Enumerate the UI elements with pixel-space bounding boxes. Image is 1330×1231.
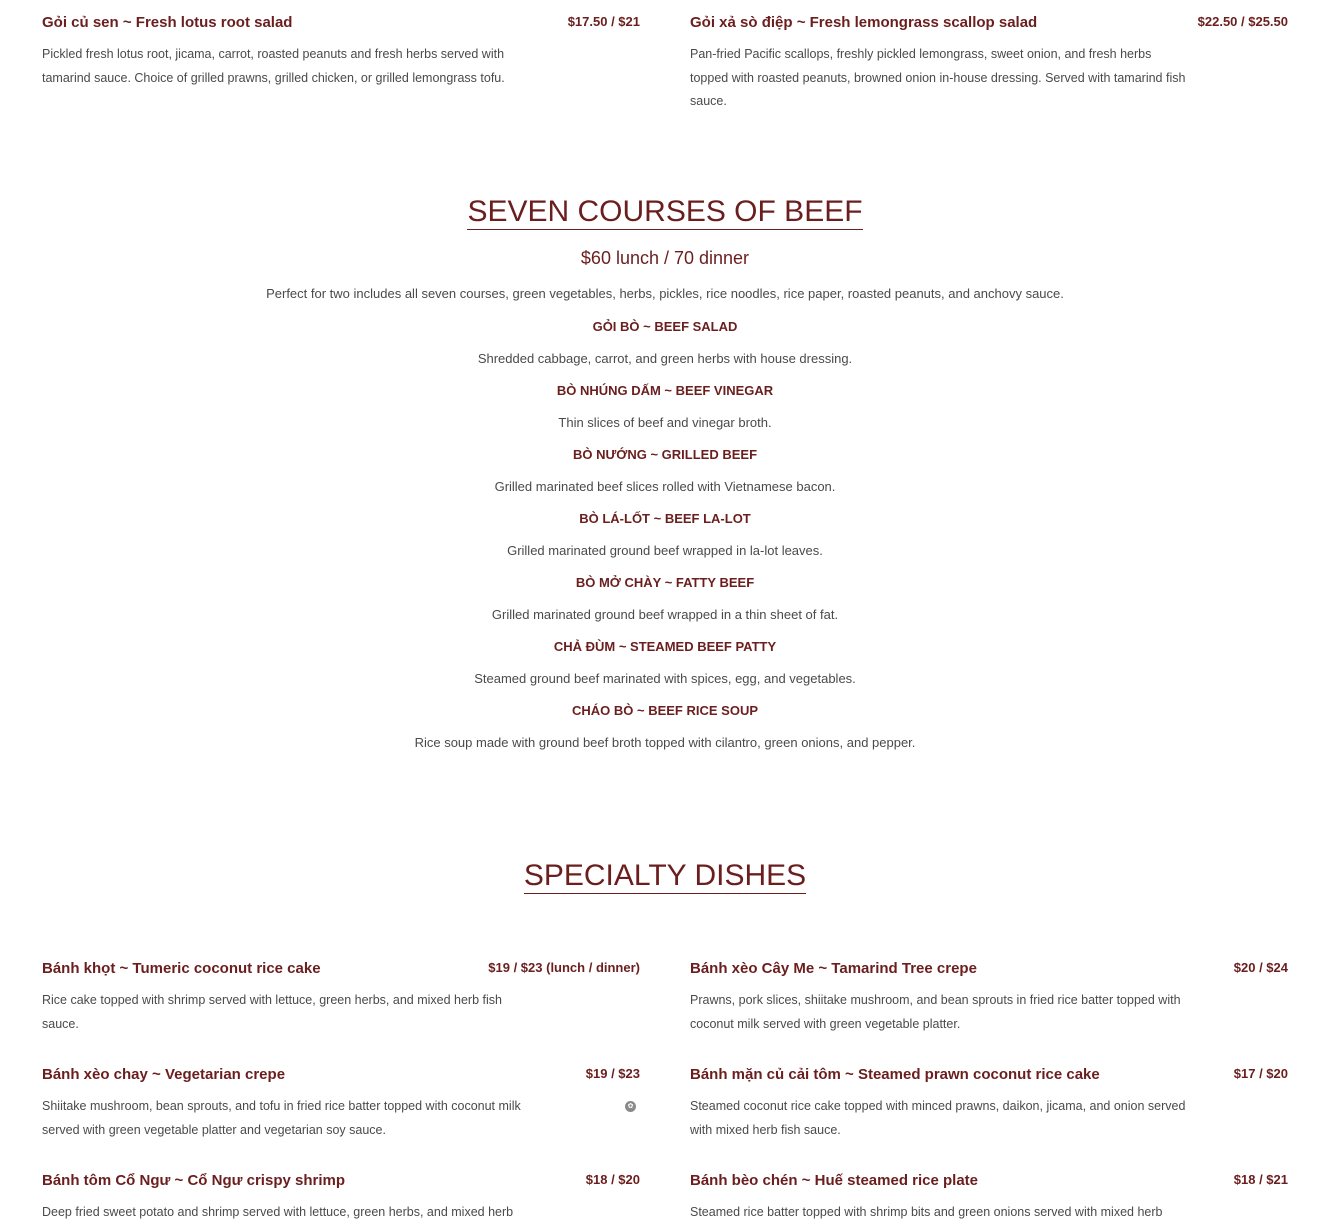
seven-courses-heading: SEVEN COURSES OF BEEF (467, 195, 863, 228)
menu-item-banh-khot (42, 959, 640, 1036)
item-price: $22.50 / $25.50 (1197, 14, 1288, 29)
item-name: Bánh tôm Cổ Ngư ~ Cổ Ngư crispy shrimp (42, 1172, 346, 1189)
seven-courses-block (0, 246, 1330, 752)
section-title-specialty (0, 858, 1330, 894)
item-price: $17.50 / $21 (567, 14, 640, 29)
course-description: Rice soup made with ground beef broth topped with cilantro, green onions, and pepper. (414, 735, 916, 750)
course-description: Grilled marinated ground beef wrapped in la-lot leaves. (507, 543, 823, 558)
course-description: Grilled marinated beef slices rolled with Vietnamese bacon. (494, 479, 836, 494)
item-price: $19 / $23 (lunch / dinner) (488, 960, 640, 975)
course-description: Shredded cabbage, carrot, and green herbs with house dressing. (477, 351, 853, 366)
course-name: BÒ NHÚNG DẤM ~ BEEF VINEGAR (556, 383, 774, 398)
item-name: Bánh khọt ~ Tumeric coconut rice cake (42, 960, 321, 977)
item-description: Pan-fried Pacific scallops, freshly pickled lemongrass, sweet onion, and fresh herbs topped with roasted peanuts, browned onion in-house dressing. Served with tamarind fish sauce. (690, 47, 1186, 108)
course-description: Grilled marinated ground beef wrapped in a thin sheet of fat. (491, 607, 839, 622)
item-name: Gỏi củ sen ~ Fresh lotus root salad (42, 14, 293, 31)
section-title-seven-courses (0, 194, 1330, 230)
menu-item-banh-xeo-cay-me (690, 959, 1288, 1036)
course-name: CHẢ ĐÙM ~ STEAMED BEEF PATTY (553, 639, 777, 654)
menu-item-lemongrass-scallop-salad (690, 13, 1288, 114)
item-name: Bánh xèo Cây Me ~ Tamarind Tree crepe (690, 960, 977, 977)
item-price: $18 / $21 (1233, 1172, 1288, 1187)
item-name: Bánh xèo chay ~ Vegetarian crepe (42, 1066, 286, 1083)
course-description: Thin slices of beef and vinegar broth. (558, 415, 772, 430)
item-description: Pickled fresh lotus root, jicama, carrot, roasted peanuts and fresh herbs served with tamarind sauce. Choice of grilled prawns, grilled chicken, or grilled lemongrass tofu. (42, 47, 505, 85)
item-description: Shiitake mushroom, bean sprouts, and tofu in fried rice batter topped with coconut milk served with green vegetable platter and vegetarian soy sauce. (42, 1099, 521, 1137)
course-name: GỎI BÒ ~ BEEF SALAD (592, 319, 738, 334)
course-name: CHÁO BÒ ~ BEEF RICE SOUP (572, 703, 758, 718)
menu-item-banh-xeo-chay (42, 1065, 640, 1142)
item-name: Gỏi xả sò điệp ~ Fresh lemongrass scallop salad (690, 14, 1038, 31)
item-description: Rice cake topped with shrimp served with lettuce, green herbs, and mixed herb fish sauce. (42, 993, 502, 1031)
menu-item-banh-tom-co-ngu (42, 1171, 640, 1225)
item-name: Bánh mặn củ cải tôm ~ Steamed prawn coconut rice cake (690, 1066, 1100, 1083)
vegetarian-leaf-icon: ✿ (625, 1101, 636, 1112)
item-price: $19 / $23 (585, 1066, 640, 1081)
item-price: $20 / $24 (1233, 960, 1288, 975)
item-description: Deep fried sweet potato and shrimp served with lettuce, green herbs, and mixed herb (42, 1205, 514, 1219)
menu-item-banh-beo-chen (690, 1171, 1288, 1225)
item-description: Prawns, pork slices, shiitake mushroom, and bean sprouts in fried rice batter topped with coconut milk served with green vegetable platter. (690, 993, 1181, 1031)
menu-item-lotus-root-salad (42, 13, 640, 90)
item-description: Steamed coconut rice cake topped with minced prawns, daikon, jicama, and onion served with mixed herb fish sauce. (690, 1099, 1186, 1137)
item-name: Bánh bèo chén ~ Huế steamed rice plate (690, 1172, 979, 1189)
item-description: Steamed rice batter topped with shrimp bits and green onions served with mixed herb (690, 1205, 1163, 1219)
course-description: Steamed ground beef marinated with spices, egg, and vegetables. (474, 671, 856, 686)
seven-courses-intro: Perfect for two includes all seven courses, green vegetables, herbs, pickles, rice noodles, rice paper, roasted peanuts, and anchovy sauce. (266, 286, 1064, 301)
course-name: BÒ LÁ-LỐT ~ BEEF LA-LOT (579, 511, 751, 526)
menu-item-banh-man-cu-cai-tom (690, 1065, 1288, 1142)
course-name: BÒ NƯỚNG ~ GRILLED BEEF (572, 447, 758, 462)
specialty-heading: SPECIALTY DISHES (523, 859, 807, 892)
seven-courses-price: $60 lunch / 70 dinner (580, 248, 750, 268)
course-name: BÒ MỞ CHÀY ~ FATTY BEEF (575, 575, 755, 590)
item-price: $17 / $20 (1233, 1066, 1288, 1081)
item-price: $18 / $20 (585, 1172, 640, 1187)
